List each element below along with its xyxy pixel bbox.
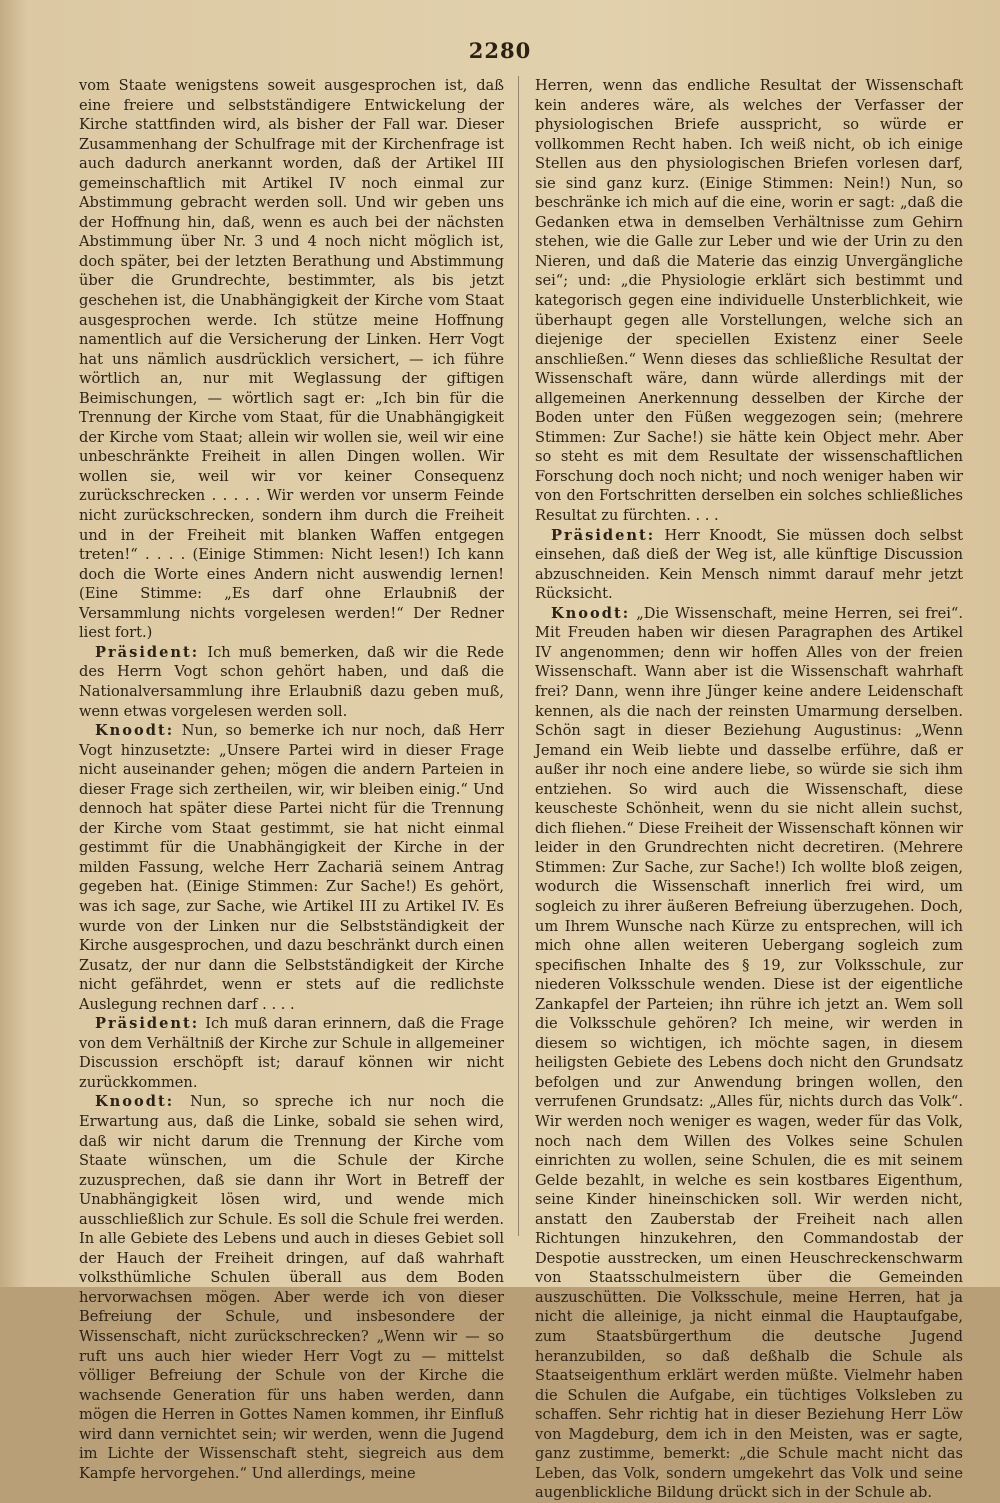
page-number: 2280 xyxy=(468,38,532,63)
paragraph xyxy=(79,1014,504,1092)
right-column xyxy=(535,76,963,1503)
paragraph xyxy=(79,721,504,1014)
paragraph-text: Nun, so spreche ich nur noch die Erwartung aus, daß die Linke, sobald sie sehen wird, daß wir nicht darum die Trennung der Kirche vom Staate wünschen, um die Schule der Kirche zuzusprechen, daß sie dann ihr Wort in Betreff der Unabhängigkeit lösen wird, und wende mich ausschließlich zur Schule. Es soll die Schule frei werden. In alle Gebiete des Lebens und auch in dieses Gebiet soll der Hauch der Freiheit dringen, auf daß wahrhaft volksthümliche Schulen überall aus dem Boden hervorwachsen mögen. Aber werde ich von dieser Befreiung der Schule, und insbesondere der Wissenschaft, nicht zurückschrecken? „Wenn wir — so ruft uns auch hier wieder Herr Vogt zu — mittelst völliger Befreiung der Schule von der Kirche die wachsende Generation für uns haben werden, dann mögen die Herren in Gottes Namen kommen, ihr Einfluß wird dann vernichtet sein; wir werden, wenn die Jugend im Lichte der Wissenschaft steht, siegreich aus dem Kampfe hervorgehen.“ Und allerdings, meine xyxy=(79,1093,505,1482)
paragraph xyxy=(79,76,504,643)
paragraph-text: Herren, wenn das endliche Resultat der Wissenschaft kein anderes wäre, als welches der Verfasser der physiologischen Briefe ausspricht, so würde er vollkommen Recht haben. Ich weiß nicht, ob ich einige Stellen aus den physiologischen Briefen vorlesen darf, sie sind ganz kurz. (Einige Stimmen: Nein!) Nun, so beschränke ich mich auf die eine, worin er sagt: „daß die Gedanken etwa in demselben Verhältnisse zum Gehirn stehen, wie die Galle zur Leber und wie der Urin zu den Nieren, und daß die Materie das einzig Unvergängliche sei“; und: „die Physiologie erklärt sich bestimmt und kategorisch gegen eine individuelle Unsterblichkeit, wie überhaupt gegen alle Vorstellungen, welche sich an diejenige der speciellen Existenz einer Seele anschließen.“ Wenn dieses das schließliche Resultat der Wissenschaft wäre, dann würde allerdings mit der allgemeinen Anerkennung desselben der Kirche der Boden unter den Füßen weggezogen sein; (mehrere Stimmen: Zur Sache!) sie hätte kein Object mehr. Aber so steht es mit dem Resultate der wissenschaftlichen Forschung doch noch nicht; und noch weniger haben wir von den Fortschritten derselben ein solches schließliches Resultat zu fürchten. . . . xyxy=(535,77,963,525)
speaker-name: Knoodt: xyxy=(95,1093,175,1111)
paragraph-text: Ich muß bemerken, daß wir die Rede des Herrn Vogt schon gehört haben, und daß die Nationalversammlung ihre Erlaubniß dazu geben muß, wenn etwas vorgelesen werden soll. xyxy=(79,643,505,720)
speaker-name: Präsident: xyxy=(95,643,200,661)
paragraph-text: „Die Wissenschaft, meine Herren, sei frei“. Mit Freuden haben wir diesen Paragraphen des Artikel IV angenommen; denn wir hoffen Alles von der freien Wissenschaft. Wann aber ist die Wissenschaft wahrhaft frei? Dann, wenn ihre Jünger keine andere Leidenschaft kennen, als die nach der reinsten Umarmung derselben. Schön sagt in dieser Beziehung Augustinus: „Wenn Jemand ein Weib liebte und dasselbe erführe, daß er außer ihr noch eine andere liebe, so würde sie sich ihm entziehen. So wird auch die Wissenschaft, diese keuscheste Schönheit, wenn du sie nicht allein suchst, dich fliehen.“ Diese Freiheit der Wissenschaft können wir leider in den Grundrechten nicht decretiren. (Mehrere Stimmen: Zur Sache, zur Sache!) Ich wollte bloß zeigen, wodurch die Wissenschaft innerlich frei wird, um sogleich zu ihrer äußeren Befreiung überzugehen. Doch, um Ihrem Wunsche nach Kürze zu entsprechen, will ich mich ohne allen weiteren Uebergang sogleich zum specifischen Inhalte des § 19, zur Volksschule, zur niederen Volksschule wenden. Diese ist der eigentliche Zankapfel der Parteien; ihn rühre ich jetzt an. Wem soll die Volksschule gehören? Ich meine, wir werden in diesem so wichtigen, ich möchte sagen, in diesem heiligsten Gebiete des Lebens doch nicht den Grundsatz befolgen und zur Anwendung bringen wollen, den verrufenen Grundsatz: „Alles für, nichts durch das Volk“. Wir werden noch weniger es wagen, weder für das Volk, noch nach dem Willen des Volkes seine Schulen einrichten zu wollen, seine Schulen, die es mit seinem Gelde bezahlt, in welche es sein kostbares Eigenthum, seine Kinder hineinschicken soll. Wir werden nicht, anstatt den Zauberstab der Freiheit nach allen Richtungen hinzukehren, den Commandostab der Despotie ausstrecken, um einen Heuschreckenschwarm von Staatsschulmeistern über die Gemeinden auszuschütten. Die Volksschule, meine Herren, hat ja nicht die alleinige, ja nicht einmal die Hauptaufgabe, zum Staatsbürgerthum die deutsche Jugend heranzubilden, so daß deßhalb die Schule als Staatseigenthum erklärt werden müßte. Vielmehr haben die Schulen die Aufgabe, ein tüchtiges Volksleben zu schaffen. Sehr richtig hat in dieser Beziehung Herr Löw von Magdeburg, dem ich in den Meisten, was er sagte, ganz zustimme, bemerkt: „die Schule macht nicht das Leben, das Volk, sondern umgekehrt das Volk und seine augenblickliche Bildung drückt sich in der Schule ab. xyxy=(535,604,963,1502)
paragraph-text: Nun, so bemerke ich nur noch, daß Herr Vogt hinzusetzte: „Unsere Partei wird in dieser Frage nicht auseinander gehen; mögen die andern Parteien in dieser Frage sich zertheilen, wir, wir bleiben einig.“ Und dennoch hat später diese Partei nicht für die Trennung der Kirche vom Staat gestimmt, sie hat nicht einmal gestimmt für die Unabhängigkeit der Kirche in der milden Fassung, welche Herr Zachariä seinem Antrag gegeben hat. (Einige Stimmen: Zur Sache!) Es gehört, was ich sage, zur Sache, wie Artikel III zu Artikel IV. Es wurde von der Linken nur die Selbstständigkeit der Kirche ausgesprochen, und dazu beschränkt durch einen Zusatz, der nur dann die Selbstständigkeit der Kirche nicht gefährdet, wenn er stets auf die redlichste Auslegung rechnen darf . . . . xyxy=(79,722,504,1013)
speaker-name: Knoodt: xyxy=(551,604,631,622)
left-column xyxy=(79,76,504,1483)
speaker-name: Präsident: xyxy=(551,526,656,544)
paragraph xyxy=(535,76,963,526)
column-divider xyxy=(518,76,519,1236)
paragraph-text: vom Staate wenigstens soweit ausgesprochen ist, daß eine freiere und selbstständigere Entwickelung der Kirche stattfinden wird, als bisher der Fall war. Dieser Zusammenhang der Schulfrage mit der Kirchenfrage ist auch dadurch anerkannt worden, daß der Artikel III gemeinschaftlich mit Artikel IV noch einmal zur Abstimmung gebracht werden soll. Und wir geben uns der Hoffnung hin, daß, wenn es auch bei der nächsten Abstimmung über Nr. 3 und 4 noch nicht möglich ist, doch später, bei der letzten Berathung und Abstimmung über die Grundrechte, bestimmter, als bis jetzt geschehen ist, die Unabhängigkeit der Kirche vom Staat ausgesprochen werde. Ich stütze meine Hoffnung namentlich auf die Versicherung der Linken. Herr Vogt hat uns nämlich ausdrücklich versichert, — ich führe wörtlich an, nur mit Weglassung der giftigen Beimischungen, — wörtlich sagt er: „Ich bin für die Trennung der Kirche vom Staat, für die Unabhängigkeit der Kirche vom Staat; allein wir wollen sie, weil wir eine unbeschränkte Freiheit in allen Dingen wollen. Wir wollen sie, weil wir vor keiner Consequenz zurückschrecken . . . . . Wir werden vor unserm Feinde nicht zurückschrecken, sondern ihm durch die Freiheit und in der Freiheit mit blanken Waffen entgegen treten!“ . . . . (Einige Stimmen: Nicht lesen!) Ich kann doch die Worte eines Andern nicht auswendig lernen! (Eine Stimme: „Es darf ohne Erlaubniß der Versammlung nichts vorgelesen werden!“ Der Redner liest fort.) xyxy=(79,77,504,642)
paragraph-text: Herr Knoodt, Sie müssen doch selbst einsehen, daß dieß der Weg ist, alle künftige Discussion abzuschneiden. Kein Mensch nimmt darauf mehr jetzt Rücksicht. xyxy=(535,526,963,603)
speaker-name: Präsident: xyxy=(95,1015,200,1033)
paragraph xyxy=(79,643,504,721)
paragraph xyxy=(79,1092,504,1483)
paragraph xyxy=(535,604,963,1503)
paragraph-text: Ich muß daran erinnern, daß die Frage von dem Verhältniß der Kirche zur Schule in allgemeiner Discussion erschöpft ist; darauf können wir nicht zurückkommen. xyxy=(79,1015,504,1091)
speaker-name: Knoodt: xyxy=(95,722,175,740)
paragraph xyxy=(535,526,963,604)
